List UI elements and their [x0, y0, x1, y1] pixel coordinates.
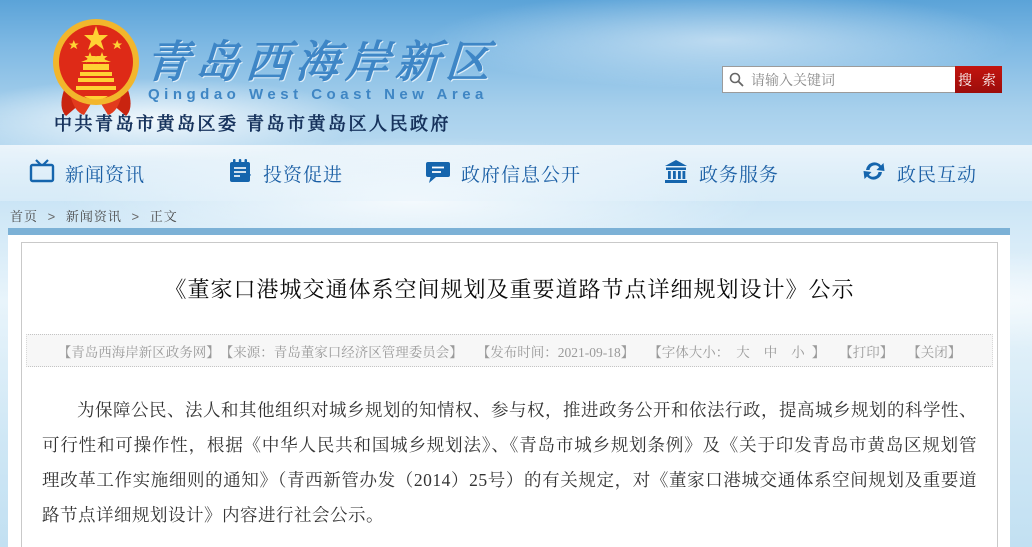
search-icon [729, 72, 744, 92]
meta-publish-time: 【发布时间：2021-09-18】 [476, 344, 635, 360]
nav-item-interaction[interactable] [860, 157, 977, 190]
meta-site: 【青岛西海岸新区政务网】 [57, 344, 220, 360]
refresh-icon [860, 157, 888, 190]
article-container [21, 242, 998, 547]
font-size-large-button[interactable]: 大 [736, 344, 750, 360]
site-title-english: Qingdao West Coast New Area [148, 86, 488, 103]
font-size-small-button[interactable]: 小 [791, 344, 805, 360]
main-nav [0, 145, 1032, 201]
close-button[interactable]: 【关闭】 [907, 344, 962, 360]
article-meta-bar [26, 334, 993, 367]
breadcrumb-separator: > [131, 209, 141, 224]
breadcrumb [10, 206, 178, 225]
national-emblem-icon [50, 12, 142, 125]
site-title: 青岛西海岸新区 [143, 38, 498, 87]
breadcrumb-separator: > [47, 209, 57, 224]
tv-icon [28, 157, 56, 190]
breadcrumb-news[interactable]: 新闻资讯 [65, 209, 122, 224]
breadcrumb-current: 正文 [149, 209, 178, 224]
breadcrumb-home[interactable]: 首页 [10, 209, 39, 224]
meta-font-size-label: 【字体大小： [648, 344, 730, 360]
meta-source: 【来源：青岛董家口经济区管理委员会】 [219, 344, 463, 360]
notepad-icon [226, 157, 254, 190]
nav-item-gov-info[interactable] [424, 157, 581, 190]
nav-label: 政民互动 [896, 164, 977, 186]
org-subtitle: 中共青岛市黄岛区委 青岛市黄岛区人民政府 [54, 114, 451, 134]
content-top-strip [8, 228, 1010, 235]
nav-label: 新闻资讯 [65, 164, 146, 186]
nav-label: 政府信息公开 [460, 164, 581, 186]
font-size-medium-button[interactable]: 中 [763, 344, 778, 360]
site-logo[interactable] [48, 8, 668, 138]
nav-label: 政务服务 [698, 164, 779, 186]
bank-icon [662, 157, 690, 190]
speech-bubble-icon [424, 157, 452, 190]
nav-label: 投资促进 [262, 164, 343, 186]
meta-font-size-end: 】 [811, 344, 826, 360]
print-button[interactable]: 【打印】 [839, 344, 894, 360]
nav-item-gov-services[interactable] [662, 157, 779, 190]
article-body-paragraph: 为保障公民、法人和其他组织对城乡规划的知情权、参与权，推进政务公开和依法行政，提高城乡规划的科学性、可行性和可操作性，根据《中华人民共和国城乡规划法》、《青岛市城乡规划条例》及《关于印发青岛市黄岛区规划管理改革工作实施细则的通知》（青西新管办发（2014）25号）的有关规定，对《董家口港城交通体系空间规划及重要道路节点详细规划设计》内容进行社会公示。 [42, 400, 977, 525]
search-box [722, 66, 1002, 93]
content-panel [8, 235, 1010, 547]
nav-item-news[interactable] [28, 157, 145, 190]
nav-item-investment[interactable] [226, 157, 343, 190]
search-input[interactable] [722, 66, 955, 93]
search-button[interactable]: 搜 索 [955, 66, 1002, 93]
page-title: 《董家口港城交通体系空间规划及重要道路节点详细规划设计》公示 [164, 277, 855, 302]
